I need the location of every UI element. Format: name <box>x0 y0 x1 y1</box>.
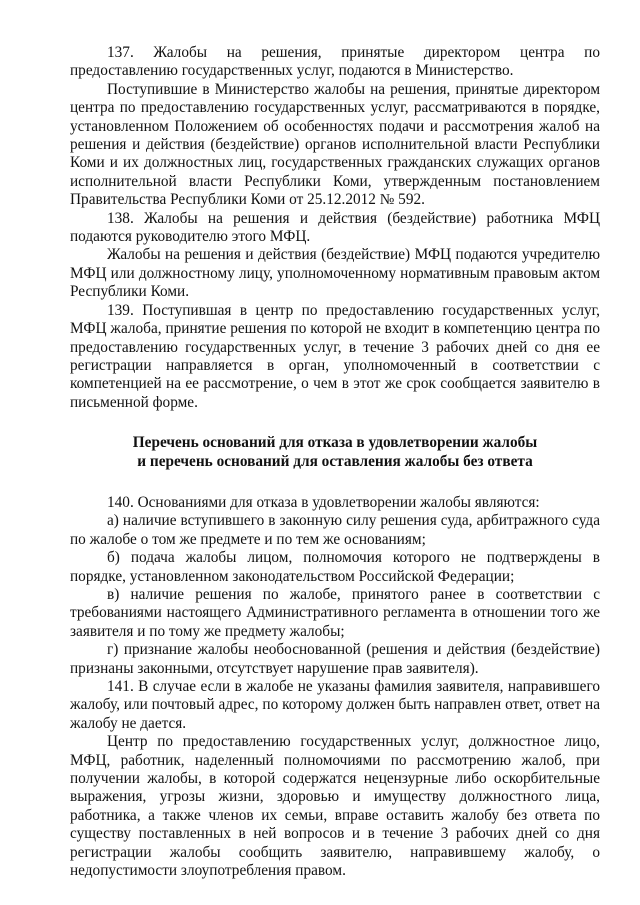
section-heading-line-2: и перечень оснований для оставления жалобы без ответа <box>137 452 533 470</box>
section-heading <box>70 434 600 471</box>
list-item-v: в) наличие решения по жалобе, принятого ранее в соответствии с требованиями настоящего Административного регламента в отношении того же заявителя и по тому же предмету жалобы; <box>70 585 600 640</box>
paragraph-138-mfc: Жалобы на решения и действия (бездействие) МФЦ подаются учредителю МФЦ или должностному лицу, уполномоченному нормативным правовым актом Республики Коми. <box>70 246 600 301</box>
section-heading-line-1: Перечень оснований для отказа в удовлетворении жалобы <box>132 434 538 452</box>
paragraph-140: 140. Основаниями для отказа в удовлетворении жалобы являются: <box>107 493 540 511</box>
paragraph-138: 138. Жалобы на решения и действия (бездействие) работника МФЦ подаются руководителю этого МФЦ. <box>70 209 600 246</box>
paragraph-137: 137. Жалобы на решения, принятые директором центра по предоставлению государственных услуг, подаются в Министерство. <box>70 44 600 80</box>
list-item-b: б) подача жалобы лицом, полномочия которого не подтверждены в порядке, установленном законодательством Российской Федерации; <box>70 549 600 585</box>
paragraph-141-detail: Центр по предоставлению государственных услуг, должностное лицо, МФЦ, работник, наделенный полномочиями по рассмотрению жалоб, при получении жалобы, в которой содержатся нецензурные либо оскорбительные выражения, угрозы жизни, здоровью и имуществу должностного лица, работника, а также членов их семьи, вправе оставить жалобу без ответа по существу поставленных в ней вопросов и в течение 3 рабочих дней со дня регистрации жалобы сообщить заявителю, направившему жалобу, о недопустимости злоупотребления правом. <box>70 733 600 880</box>
list-item-g: г) признание жалобы необоснованной (решения и действия (бездействие) признаны законными, отсутствует нарушение прав заявителя). <box>70 641 600 677</box>
paragraph-141: 141. В случае если в жалобе не указаны фамилия заявителя, направившего жалобу, или почтовый адрес, по которому должен быть направлен ответ, ответ на жалобу не дается. <box>70 678 600 732</box>
paragraph-137-detail: Поступившие в Министерство жалобы на решения, принятые директором центра по предоставлению государственных услуг, рассматриваются в порядке, установленном Положением об особенностях подачи и рассмотрения жалоб на решения и действия (бездействие) органов исполнительной власти Республики Коми и их должностных лиц, государственных гражданских служащих органов исполнительной власти Республики Коми, утвержденным постановлением Правительства Республики Коми от 25.12.2012 № 592. <box>70 80 600 209</box>
document-page <box>70 44 600 880</box>
paragraph-139: 139. Поступившая в центр по предоставлению государственных услуг, МФЦ жалоба, принятие решения по которой не входит в компетенцию центра по предоставлению государственных услуг, в течение 3 рабочих дней со дня ее регистрации направляется в орган, уполномоченный в соответствии с компетенцией на ее рассмотрение, о чем в этот же срок сообщается заявителю в письменной форме. <box>70 301 600 411</box>
list-item-a: а) наличие вступившего в законную силу решения суда, арбитражного суда по жалобе о том же предмете и по тем же основаниям; <box>70 512 600 548</box>
